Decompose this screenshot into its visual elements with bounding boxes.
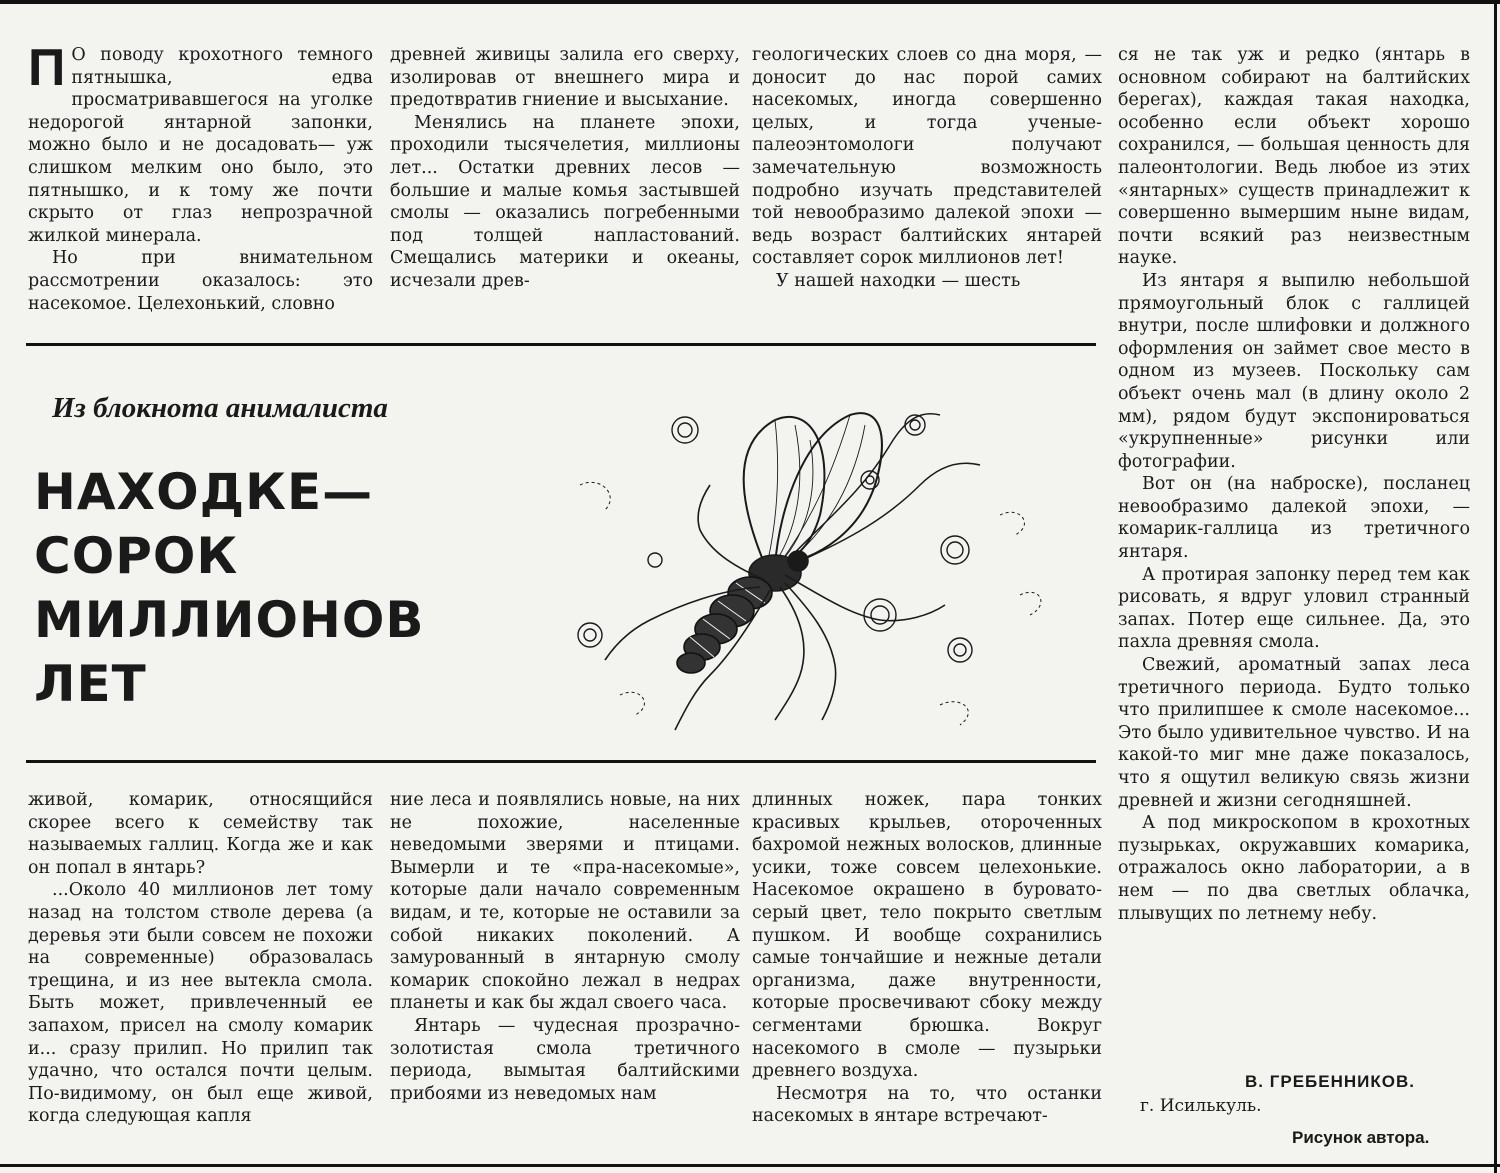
bottom-border xyxy=(0,1164,1500,1167)
paragraph: О поводу крохотного темного пятнышка, едва просматривавшегося на уголке недорогой янтарной запонки, можно было и не досадовать— уж слишком мелким оно было, это пятнышко, и к тому же почти скрыто от глаз непрозрачной жилкой минерала. xyxy=(28,45,373,246)
illustration-credit: Рисунок автора. xyxy=(1292,1128,1430,1147)
paragraph: геологических слоев со дна моря, — доносит до нас порой самих насекомых, иногда совершенно целых, и тогда ученые-палеоэнтомологи получают замечательную возможность подробно изучать представителей той невообразимо далекой эпохи — ведь возраст балтийских янтарей составляет сорок миллионов лет! xyxy=(752,45,1102,269)
paragraph: древней живицы залила его сверху, изолировав от внешнего мира и предотвратив гниение и высыхание. xyxy=(390,45,740,111)
section-divider-bottom xyxy=(26,760,1096,763)
paragraph: ние леса и появлялись новые, на них не похожие, населенные неведомыми зверями и птицами. Вымерли и те «пра-насекомые», которые дали начало современным видам, и те, которые не оставили за собой никаких поколений. А замурованный в янтарную смолу комарик спокойно лежал в недрах планеты и как бы ждал своего часа. xyxy=(390,790,740,1014)
paragraph: Свежий, ароматный запах леса третичного периода. Будто только что прилипшее к смоле насекомое... Это было удивительное чувство. И на какой-то миг мне даже показалось, что я ощутил великую связь жизни древней и жизни сегодняшней. xyxy=(1118,655,1470,811)
paragraph: А протирая запонку перед тем как рисовать, я вдруг уловил странный запах. Потер еще сильнее. Да, это пахла древняя смола. xyxy=(1118,564,1470,653)
paragraph: ...Около 40 миллионов лет тому назад на толстом стволе дерева (а деревья эти были совсем не похожи на современные) образовалась трещина, и из нее вытекла смола. Быть может, привлеченный ее запахом, присел на смолу комарик и... сразу прилип. Но прилип так удачно, что остался почти целым. По-видимому, он был еще живой, когда следующая капля xyxy=(28,880,373,1127)
air-bubble xyxy=(578,415,972,662)
paragraph: Менялись на планете эпохи, проходили тысячелетия, миллионы лет... Остатки древних лесов — большие и малые комья застывшей смолы — оказались погребенными под толщей напластований. Смещались материки и океаны, исчезали древ- xyxy=(390,112,740,291)
article-column-3-top xyxy=(752,44,1102,320)
headline-line: ЛЕТ xyxy=(34,655,147,713)
article-column-1-bottom xyxy=(28,789,373,1159)
article-column-1-top xyxy=(28,44,373,320)
section-divider-top xyxy=(26,343,1096,346)
paragraph: Янтарь — чудесная прозрачно-золотистая смола третичного периода, вымытая балтийскими прибоями из неведомых нам xyxy=(390,1015,740,1104)
gall-midge-illustration xyxy=(560,365,1070,755)
headline xyxy=(34,460,454,716)
article-column-2-top xyxy=(390,44,740,320)
article-column-2-bottom xyxy=(390,789,740,1159)
right-border xyxy=(1494,0,1497,1173)
section-kicker: Из блокнота анималиста xyxy=(52,392,388,424)
author-name: В. ГРЕБЕННИКОВ. xyxy=(1245,1072,1415,1091)
paragraph: Вот он (на наброске), посланец невообразимо далекой эпохи, — комарик-галлица из третичного янтаря. xyxy=(1118,474,1470,563)
paragraph: Но при внимательном рассмотрении оказалось: это насекомое. Целехонький, словно xyxy=(28,248,373,314)
article-column-3-bottom xyxy=(752,789,1102,1159)
article-column-4 xyxy=(1118,44,1470,1052)
headline-line: СОРОК xyxy=(34,527,239,585)
paragraph: Несмотря на то, что останки насекомых в янтаре встречают- xyxy=(752,1083,1102,1127)
paragraph: длинных ножек, пара тонких красивых крыльев, отороченных бахромой нежных волосков, длинные усики, тоже совсем целехонькие. Насекомое окрашено в буровато-серый цвет, тело покрыто светлым пушком. И вообще сохранились самые тончайшие и нежные детали организма, даже внутренности, которые просвечивают сбоку между сегментами брюшка. Вокруг насекомого в смоле — пузырьки древнего воздуха. xyxy=(752,790,1102,1082)
paragraph: У нашей находки — шесть xyxy=(776,270,1021,291)
drop-cap: П xyxy=(28,44,66,97)
headline-line: МИЛЛИОНОВ xyxy=(34,591,425,649)
headline-line: НАХОДКЕ— xyxy=(34,463,374,521)
paragraph: живой, комарик, относящийся скорее всего к семейству так называемых галлиц. Когда же и как он попал в янтарь? xyxy=(28,790,373,878)
paragraph: ся не так уж и редко (янтарь в основном собирают на балтийских берегах), каждая такая находка, особенно если объект хорошо сохранился, — большая ценность для палеонтологии. Ведь любое из этих «янтарных» существ принадлежит к совершенно вымершим ныне видам, почти всякий раз неизвестным науке. xyxy=(1118,45,1470,269)
paragraph: А под микроскопом в крохотных пузырьках, окружавших комарика, отражалось окно лаборатории, а в нем — по два светлых облачка, плывущих по летнему небу. xyxy=(1118,813,1470,924)
author-city: г. Исилькуль. xyxy=(1140,1096,1262,1116)
paragraph: Из янтаря я выпилю небольшой прямоугольный блок с галлицей внутри, после шлифовки и должного оформления он займет свое место в одном из музеев. Поскольку сам объект очень мал (в длину около 2 мм), рядом будут экспонироваться «укрупненные» рисунки или фотографии. xyxy=(1118,270,1470,472)
top-border xyxy=(0,0,1500,4)
